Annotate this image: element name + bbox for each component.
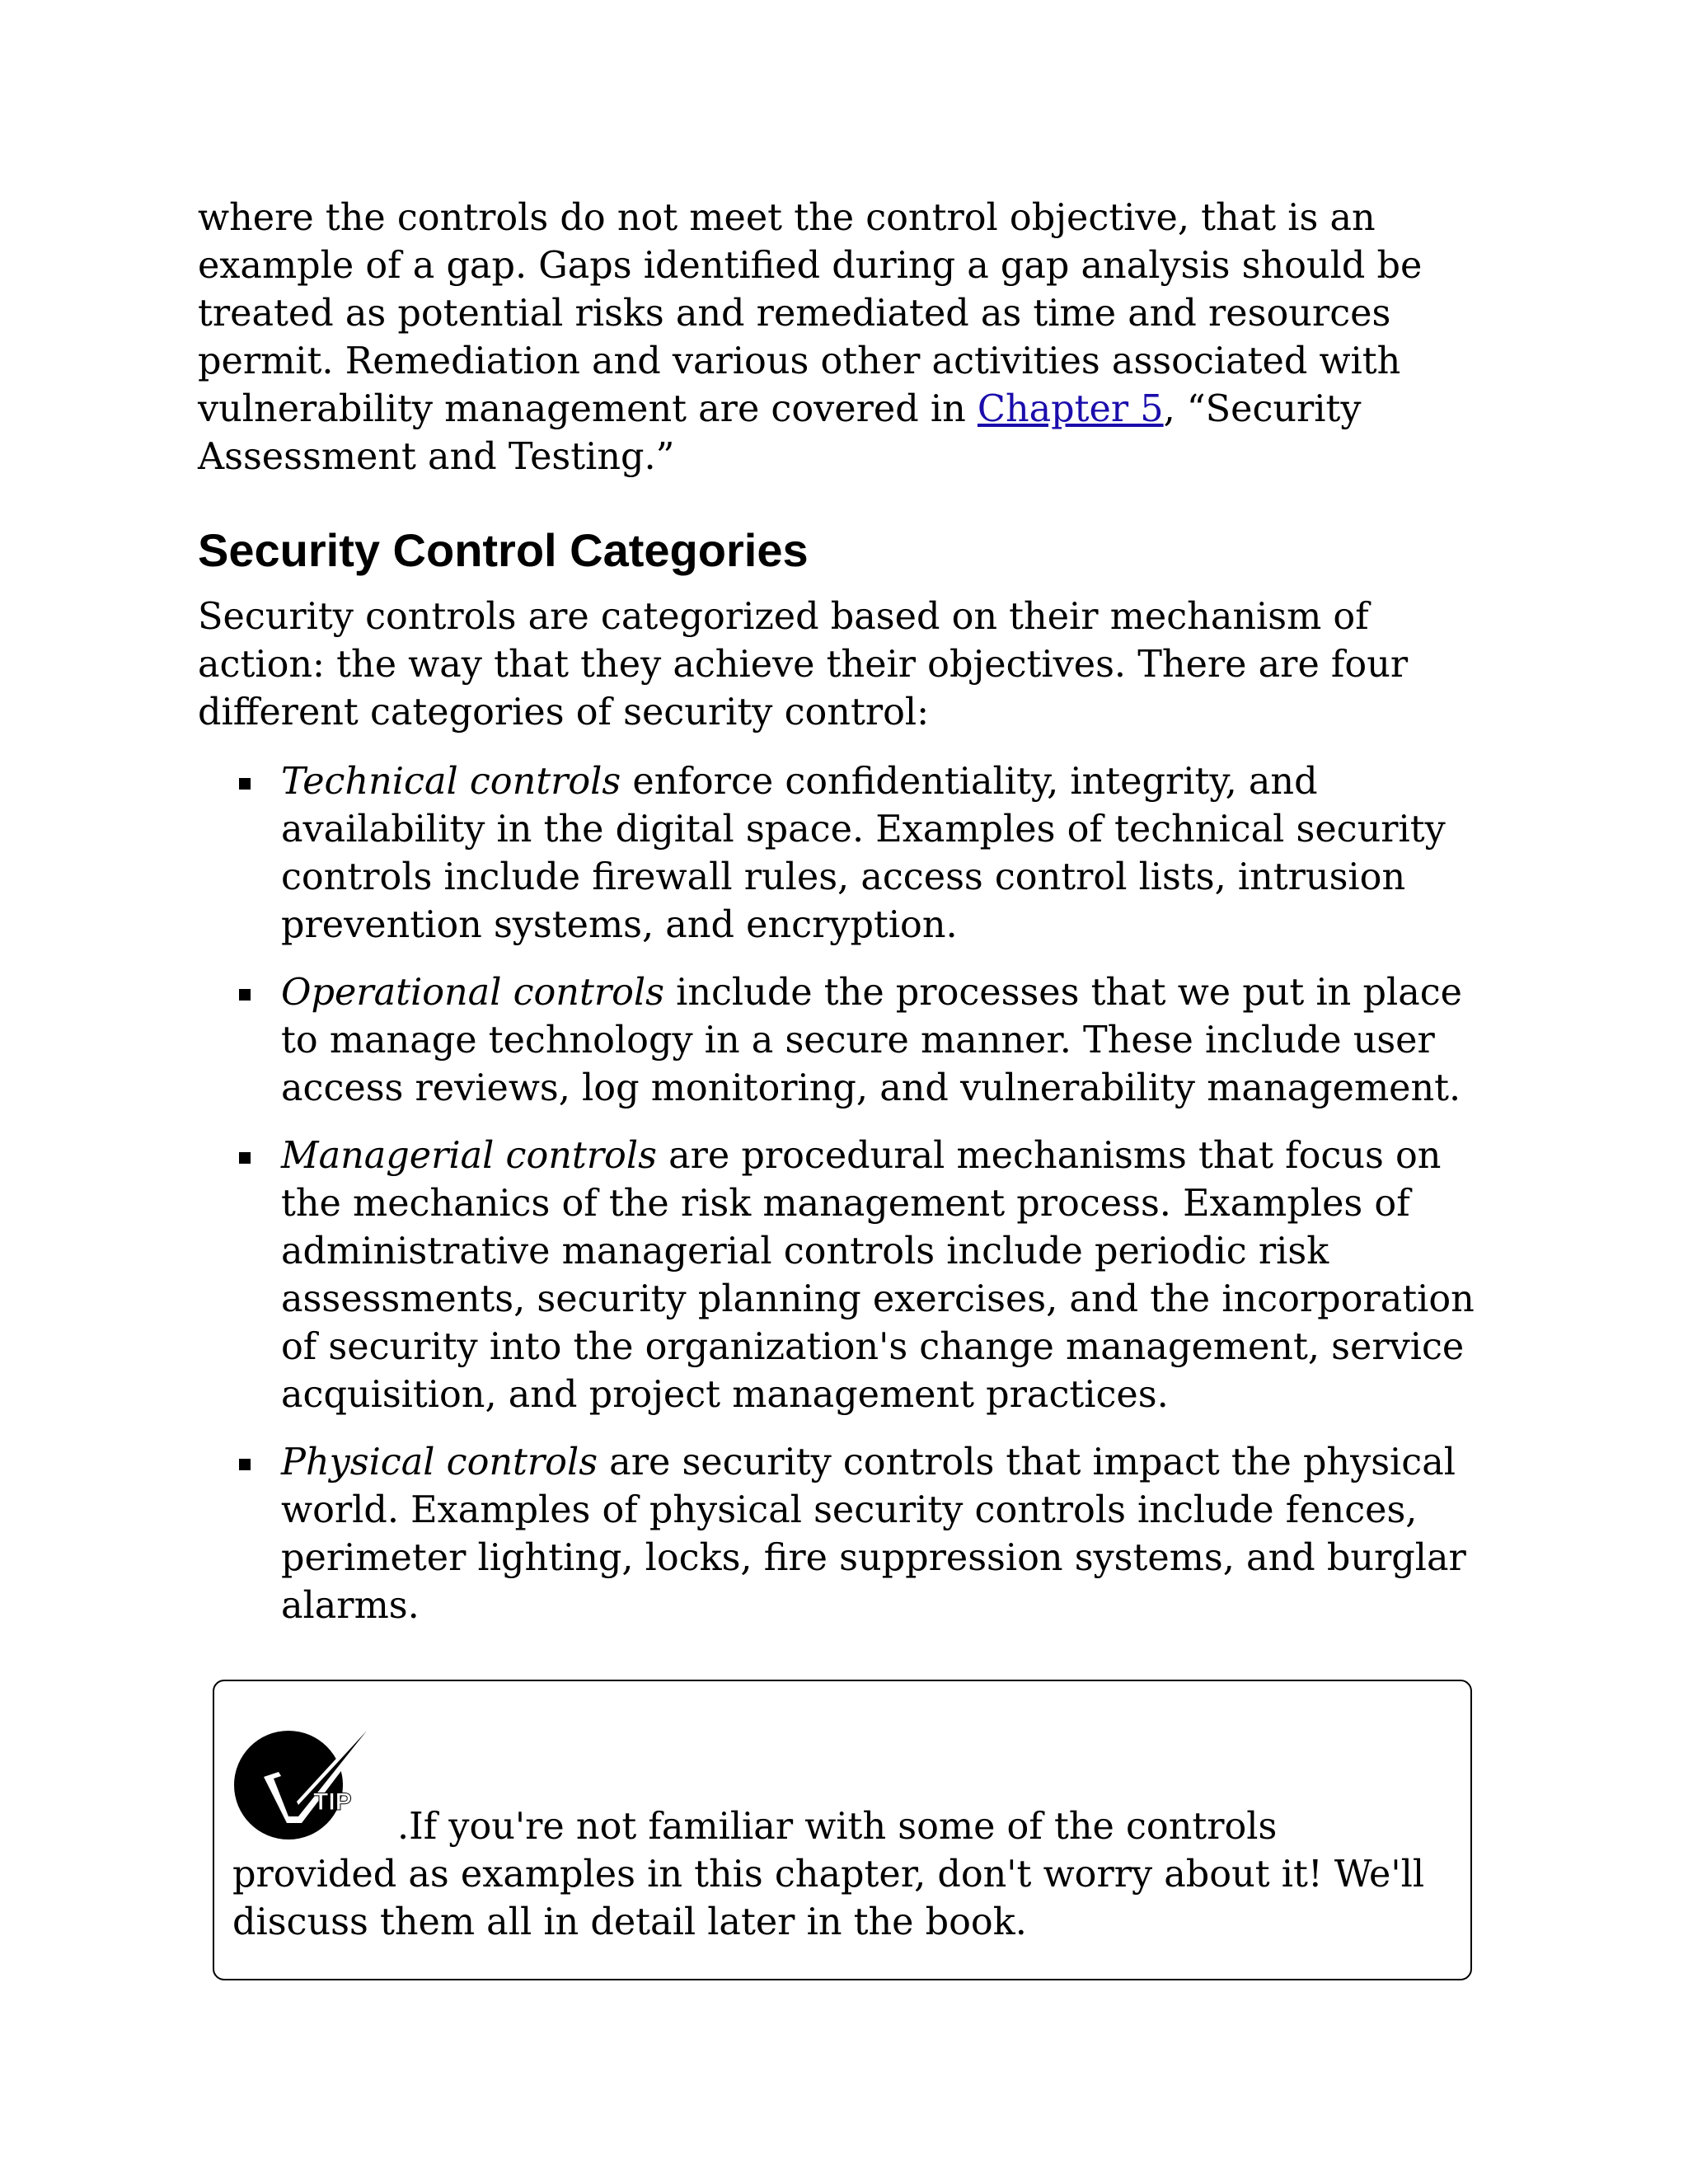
list-item-term: Technical controls: [281, 761, 621, 803]
list-item-text: are security controls that impact the physical world. Examples of physical security controls include fences, perimeter lighting, locks, fire suppression systems, and burglar alarms.: [281, 1441, 1466, 1627]
list-item-operational: [198, 969, 1492, 1113]
tip-text: .If you're not familiar with some of the controls provided as examples in this chapter, don't worry about it! We'll discuss them all in detail later in the book.: [232, 1806, 1425, 1943]
page-content: [198, 194, 1492, 1650]
list-item-term: Managerial controls: [281, 1135, 657, 1177]
list-item-text: enforce confidentiality, integrity, and availability in the digital space. Examples of technical security controls include firewall rules, access control lists, intrusion prevention systems, and encryption.: [281, 761, 1446, 946]
list-item-physical: [198, 1439, 1492, 1630]
intro-text-before-link: where the controls do not meet the control objective, that is an example of a gap. Gaps identified during a gap analysis should be treated as potential risks and remediated as time and resources permit. Remediation and various other activities associated with vulnerability management are covered in: [198, 197, 1423, 430]
section-intro: Security controls are categorized based on their mechanism of action: the way that they achieve their objectives. There are four different categories of security control:: [198, 596, 1409, 733]
intro-text-after-link: , “Security Assessment and Testing.”: [198, 388, 1362, 478]
bullet-square-icon: [239, 1152, 251, 1164]
tip-text-block: [232, 1803, 1444, 1947]
list-item-term: Physical controls: [281, 1441, 598, 1483]
bullet-square-icon: [239, 778, 251, 790]
tip-icon-label: TIP: [313, 1788, 352, 1816]
intro-paragraph: [198, 194, 1492, 481]
list-item-text: are procedural mechanisms that focus on the mechanics of the risk management process. Examples of administrative managerial controls include periodic risk assessments, security planning exercises, and the incorporation of security into the organization's change management, service acquisition, and project management practices.: [281, 1135, 1475, 1416]
control-category-list: [198, 758, 1492, 1630]
list-item-text: include the processes that we put in place to manage technology in a secure manner. These include user access reviews, log monitoring, and vulnerability management.: [281, 972, 1462, 1109]
bullet-square-icon: [239, 989, 251, 1001]
bullet-square-icon: [239, 1459, 251, 1470]
chapter-5-link[interactable]: Chapter 5: [977, 388, 1164, 430]
list-item-technical: [198, 758, 1492, 949]
list-item-term: Operational controls: [281, 972, 664, 1014]
tip-box: [213, 1680, 1472, 1980]
section-heading: Security Control Categories: [198, 524, 809, 576]
list-item-managerial: [198, 1132, 1492, 1419]
